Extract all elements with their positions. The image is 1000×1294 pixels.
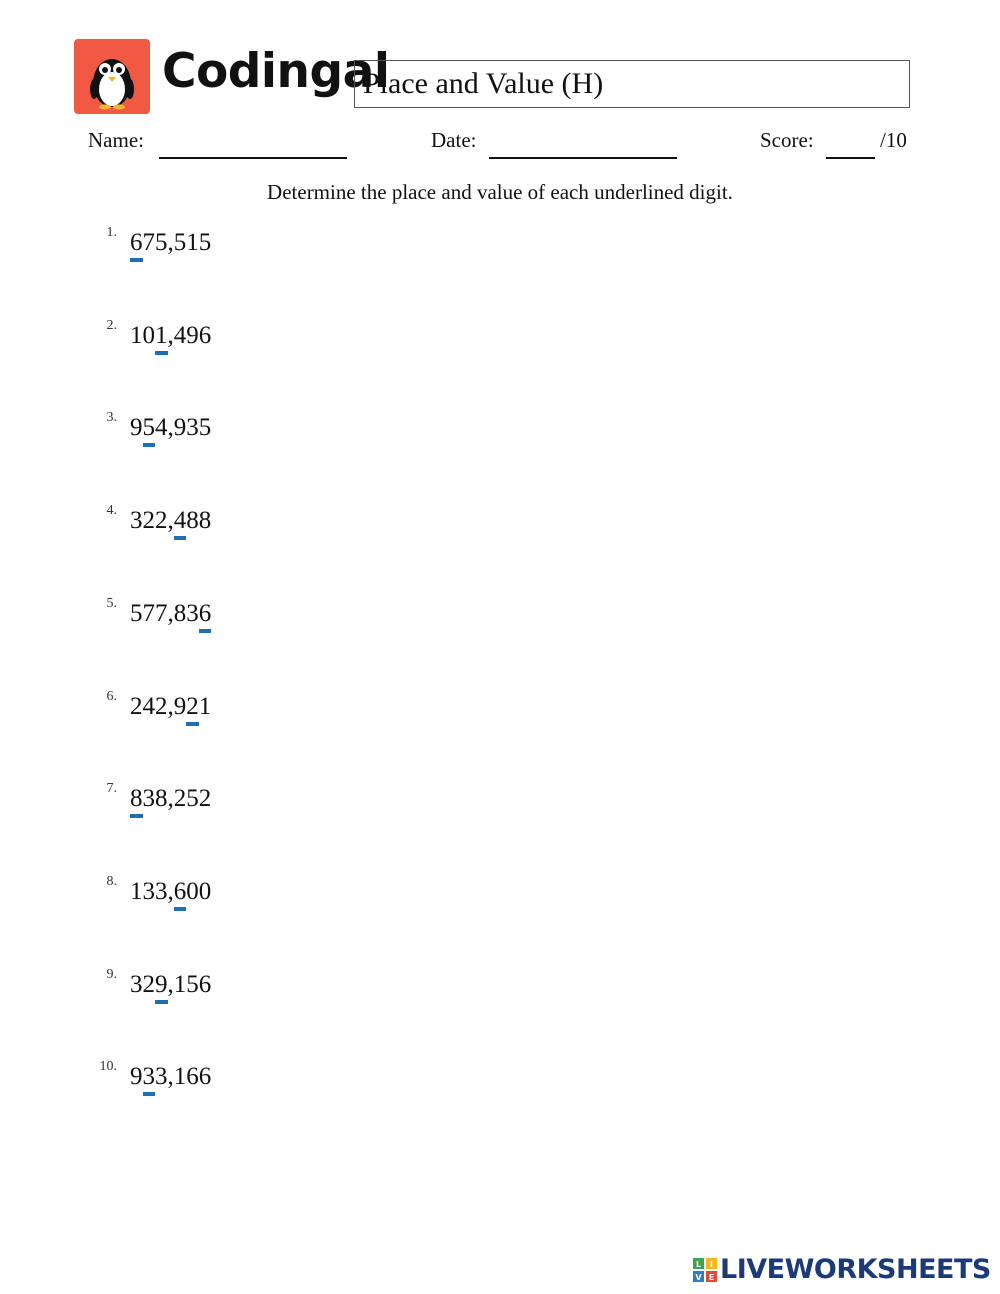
digit: 4 <box>173 322 187 349</box>
digit: 4 <box>155 414 168 441</box>
problem-value <box>130 228 211 258</box>
digit: 3 <box>130 507 143 534</box>
digit: , <box>167 878 174 905</box>
mark-letter-l: L <box>695 1260 702 1269</box>
digit: 5 <box>198 414 212 441</box>
digit: 9 <box>186 322 199 349</box>
digit: 2 <box>142 507 155 534</box>
digit: , <box>167 322 174 349</box>
digit: 5 <box>173 229 187 256</box>
digit: 4 <box>142 693 155 720</box>
digit: 6 <box>186 1063 199 1090</box>
problem-number: 2. <box>106 318 117 333</box>
problem-number: 1. <box>106 225 117 240</box>
digit: , <box>167 414 174 441</box>
problem-number: 4. <box>106 503 117 518</box>
digit: 0 <box>142 322 155 349</box>
underlined-digit: 1 <box>155 322 168 349</box>
digit: 2 <box>198 785 212 812</box>
name-label: Name: <box>88 128 144 152</box>
digit: 1 <box>130 878 143 905</box>
problem-item <box>0 224 600 264</box>
score-field[interactable] <box>826 157 875 159</box>
underlined-digit: 6 <box>130 229 143 256</box>
digit: 0 <box>186 878 199 905</box>
digit: 2 <box>173 785 187 812</box>
digit: 5 <box>198 229 212 256</box>
digit: 6 <box>198 971 212 998</box>
digit: 9 <box>173 693 187 720</box>
digit: 0 <box>198 878 212 905</box>
instructions: Determine the place and value of each underlined digit. <box>267 180 733 204</box>
underlined-digit: 6 <box>173 878 187 905</box>
digit: 3 <box>155 878 168 905</box>
mark-letter-i: I <box>710 1260 713 1269</box>
problem-value <box>130 784 211 814</box>
penguin-icon <box>74 39 150 114</box>
score-label: Score: <box>760 128 814 152</box>
problem-number: 3. <box>106 410 117 425</box>
problem-value <box>130 970 211 1000</box>
problem-value <box>130 506 211 536</box>
problem-item <box>0 688 600 728</box>
digit: 7 <box>155 600 168 627</box>
digit: 5 <box>186 785 199 812</box>
digit: 6 <box>198 1063 212 1090</box>
problem-item <box>0 595 600 635</box>
digit: 8 <box>186 507 199 534</box>
score-total: /10 <box>880 128 907 152</box>
digit: 3 <box>130 971 143 998</box>
digit: 5 <box>155 229 168 256</box>
brand-name: Codingal <box>162 44 390 99</box>
digit: 2 <box>142 971 155 998</box>
date-label: Date: <box>431 128 477 152</box>
problem-item <box>0 966 600 1006</box>
digit: , <box>167 507 174 534</box>
problem-item <box>0 502 600 542</box>
digit: 1 <box>186 229 199 256</box>
digit: , <box>167 785 174 812</box>
underlined-digit: 6 <box>198 600 212 627</box>
liveworksheets-logo <box>693 1255 991 1285</box>
problem-value <box>130 692 211 722</box>
digit: 3 <box>142 878 155 905</box>
digit: 3 <box>186 414 199 441</box>
name-field[interactable] <box>159 157 347 159</box>
digit: 2 <box>130 693 143 720</box>
problem-value <box>130 321 211 351</box>
digit: , <box>167 693 174 720</box>
digit: 8 <box>173 600 187 627</box>
digit: 8 <box>155 785 168 812</box>
digit: 9 <box>130 1063 143 1090</box>
underlined-digit: 2 <box>186 693 199 720</box>
digit: 5 <box>130 600 143 627</box>
digit: 1 <box>173 971 187 998</box>
problem-value <box>130 877 211 907</box>
worksheet-title: Place and Value (H) <box>354 60 910 108</box>
digit: 7 <box>142 229 155 256</box>
problem-number: 9. <box>106 967 117 982</box>
underlined-digit: 9 <box>155 971 168 998</box>
problem-number: 10. <box>99 1059 117 1074</box>
digit: 3 <box>142 785 155 812</box>
underlined-digit: 5 <box>142 414 155 441</box>
codingal-logo <box>74 39 150 114</box>
problem-item <box>0 317 600 357</box>
digit: 3 <box>155 1063 168 1090</box>
problem-number: 8. <box>106 874 117 889</box>
mark-letter-e: E <box>708 1273 715 1282</box>
problem-item <box>0 1058 600 1098</box>
liveworksheets-mark-icon <box>693 1258 717 1282</box>
digit: 6 <box>198 322 212 349</box>
liveworksheets-brand: LIVEWORKSHEETS <box>720 1254 991 1285</box>
problem-number: 7. <box>106 781 117 796</box>
mark-letter-v: V <box>695 1273 702 1282</box>
problem-item <box>0 873 600 913</box>
digit: , <box>167 1063 174 1090</box>
digit: 3 <box>186 600 199 627</box>
digit: 9 <box>173 414 187 441</box>
digit: , <box>167 229 174 256</box>
digit: 9 <box>130 414 143 441</box>
digit: 7 <box>142 600 155 627</box>
problem-item <box>0 409 600 449</box>
problem-item <box>0 780 600 820</box>
underlined-digit: 4 <box>173 507 187 534</box>
problem-value <box>130 599 211 629</box>
digit: 2 <box>155 507 168 534</box>
digit: 1 <box>173 1063 187 1090</box>
digit: 1 <box>130 322 143 349</box>
problem-value <box>130 1062 211 1092</box>
digit: 8 <box>198 507 212 534</box>
digit: 2 <box>155 693 168 720</box>
problem-value <box>130 413 211 443</box>
date-field[interactable] <box>489 157 677 159</box>
underlined-digit: 3 <box>142 1063 155 1090</box>
problem-number: 5. <box>106 596 117 611</box>
digit: , <box>167 971 174 998</box>
digit: , <box>167 600 174 627</box>
underlined-digit: 8 <box>130 785 143 812</box>
digit: 5 <box>186 971 199 998</box>
problem-number: 6. <box>106 689 117 704</box>
digit: 1 <box>198 693 212 720</box>
